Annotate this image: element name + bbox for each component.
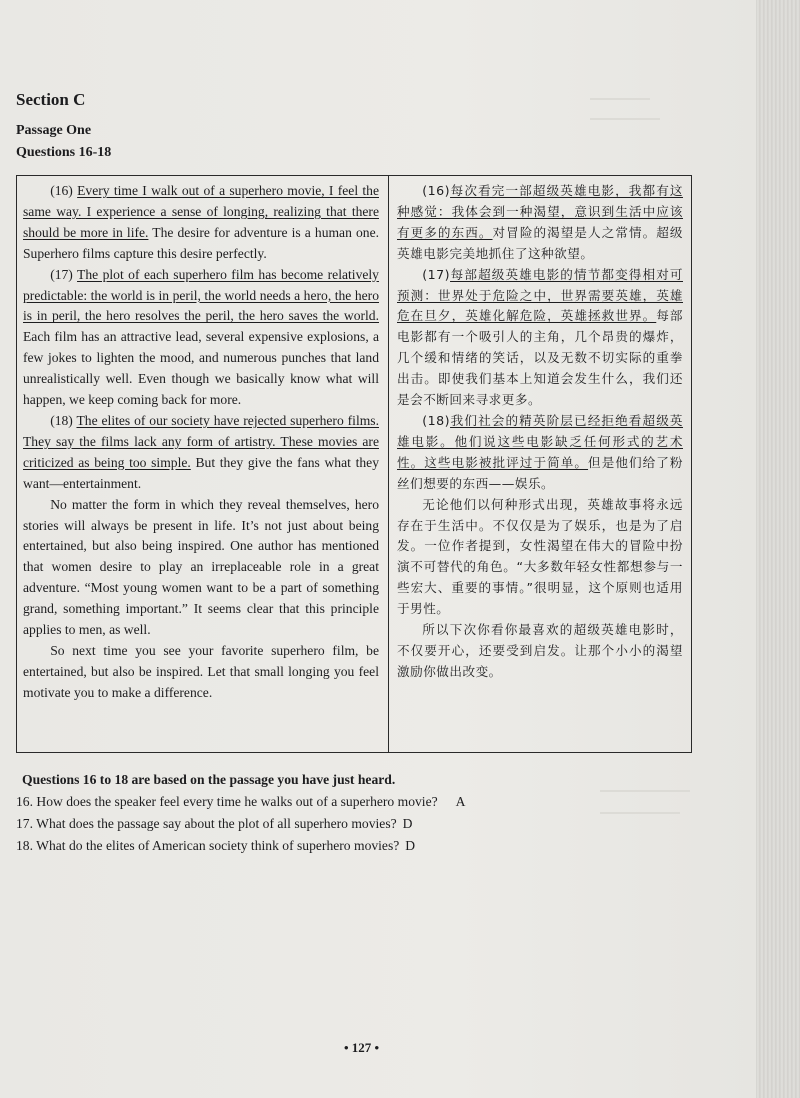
zh-paragraph-4: 无论他们以何种形式出现，英雄故事将永远存在于生活中。不仅仅是为了娱乐，也是为了启发。一位作者提到，女性渴望在伟大的冒险中扮演不可替代的角色。“大多数年轻女性都想参与一些宏大、重要的事情。”很明显，这个原则也适用于男性。 [397, 496, 683, 617]
zh-paragraph-17: (17)每部超级英雄电影的情节都变得相对可预测：世界处于危险之中，世界需要英雄，英雄危在旦夕，英雄化解危险，英雄拯救世界。每部电影都有一个吸引人的主角，几个昂贵的爆炸，几个缓和情绪的笑话，以及无数不切实际的重拳出击。即使我们基本上知道会发生什么，我们还是会不断回来寻求更多。 [397, 266, 684, 408]
en-underlined-17: The plot of each superhero film has become relatively predictable: the world is in peril, the world needs a hero, the hero is in peril, the hero resolves the peril, the hero saves the world. [23, 266, 379, 324]
passage-title: Passage One [16, 123, 92, 138]
question-18 [16, 838, 415, 854]
show-through-mark [590, 118, 660, 120]
questions-heading: Questions 16 to 18 are based on the passage you have just heard. [22, 772, 396, 787]
en-underlined-18: The elites of our society have rejected superhero films. They say the films lack any form of artistry. These movies are criticized as being too simple. [23, 412, 379, 470]
zh-underlined-17: 每部超级英雄电影的情节都变得相对可预测：世界处于危险之中，世界需要英雄，英雄危在旦夕，英雄化解危险，英雄拯救世界。 [397, 266, 683, 324]
en-paragraph-5: So next time you see your favorite superhero film, be entertained, but also be inspired. Let that small longing you feel motivate you to make a difference. [23, 642, 379, 700]
zh-paragraph-18: (18)我们社会的精英阶层已经拒绝看超级英雄电影。他们说这些电影缺乏任何形式的艺术性。这些电影被批评过于简单。但是他们给了粉丝们想要的东西——娱乐。 [397, 412, 684, 491]
question-text: 17. What does the passage say about the plot of all superhero movies? [16, 816, 397, 831]
zh-underlined-18: 我们社会的精英阶层已经拒绝看超级英雄电影。他们说这些电影缺乏任何形式的艺术性。这些电影被批评过于简单。 [397, 412, 683, 470]
zh-paragraph-5: 所以下次你看你最喜欢的超级英雄电影时，不仅要开心，还要受到启发。让那个小小的渴望激励你做出改变。 [397, 622, 683, 679]
stacked-page-edges [756, 0, 800, 1098]
question-17 [16, 816, 412, 832]
column-divider [388, 176, 389, 752]
question-text: 18. What do the elites of American society think of superhero movies? [16, 838, 400, 853]
english-passage [23, 181, 379, 704]
en-underlined-16: Every time I walk out of a superhero movie, I feel the same way. I experience a sense of longing, realizing that there should be more in life. [23, 183, 379, 240]
questions-range: Questions 16-18 [16, 145, 112, 160]
question-16 [16, 794, 465, 810]
en-paragraph-18: (18) The elites of our society have rejected superhero films. They say the films lack any form of artistry. These movies are criticized as being too simple. But they give the fans what they want—entertainment. [23, 412, 379, 491]
chinese-translation [397, 181, 683, 683]
answer-mark: D [405, 838, 416, 853]
zh-paragraph-16: (16)每次看完一部超级英雄电影，我都有这种感觉：我体会到一种渴望，意识到生活中应该有更多的东西。对冒险的渴望是人之常情。超级英雄电影完美地抓住了这种欲望。 [397, 183, 684, 261]
page-number: • 127 • [344, 1040, 380, 1055]
show-through-mark [590, 98, 650, 100]
en-paragraph-4: No matter the form in which they reveal themselves, hero stories will always be present in life. It’s not just about being entertained, but also being inspired. One author has mentioned that women desire to play an irreplaceable role in a great adventure. “Most young women want to be a part of something grand, something important.” It seems clear that this principle applies to men, as well. [23, 496, 379, 638]
en-paragraph-17: (17) The plot of each superhero film has become relatively predictable: the world is in peril, the world needs a hero, the hero is in peril, the hero resolves the peril, the hero saves the world. Each film has an attractive lead, several expensive explosions, a few jokes to lighten the mood, and numerous punches that land unrealistically well. Even though we basically know what will happen, we keep coming back for more. [23, 266, 379, 408]
show-through-mark [600, 812, 680, 814]
answer-mark: A [455, 794, 466, 809]
passage-table [16, 175, 692, 753]
answer-mark: D [402, 816, 413, 831]
show-through-mark [600, 790, 690, 792]
zh-underlined-16: 每次看完一部超级英雄电影，我都有这种感觉：我体会到一种渴望，意识到生活中应该有更多的东西。 [397, 183, 683, 240]
section-title: Section C [16, 90, 86, 109]
en-paragraph-16: (16) Every time I walk out of a superhero movie, I feel the same way. I experience a sense of longing, realizing that there should be more in life. The desire for adventure is a human one. Superhero films capture this desire perfectly. [23, 183, 379, 261]
question-text: 16. How does the speaker feel every time he walks out of a superhero movie? [16, 794, 438, 809]
